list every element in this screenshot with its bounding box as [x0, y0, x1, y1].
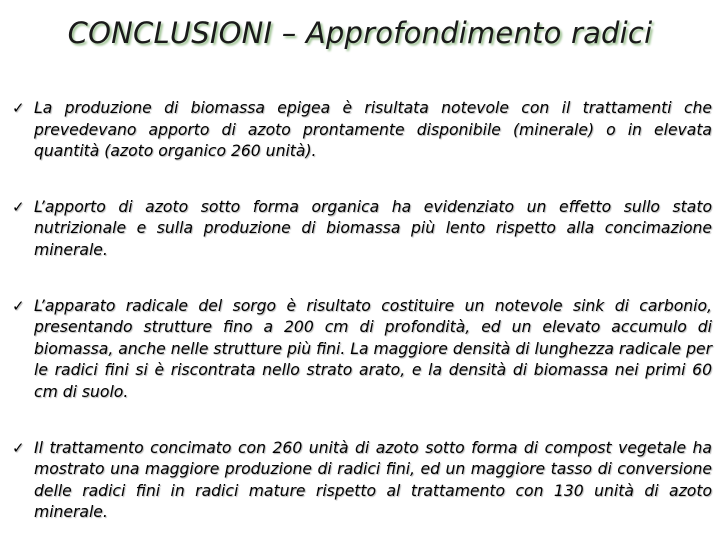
- page-title: CONCLUSIONI – Approfondimento radici: [67, 16, 653, 50]
- list-item: [12, 296, 712, 404]
- bullet-text: L’apparato radicale del sorgo è risultato costituire un notevole sink di carbonio, presentando strutture fino a 200 cm di profondità, ed un elevato accumulo di biomassa, anche nelle strutture più fini. La maggiore densità di lunghezza radicale per le radici fini si è riscontrata nello strato arato, e la densità di biomassa nei primi 60 cm di suolo.: [34, 296, 712, 401]
- checkmark-icon: ✓: [12, 296, 25, 315]
- checkmark-icon: ✓: [12, 99, 25, 117]
- conclusions-list: [12, 98, 712, 524]
- checkmark-icon: ✓: [12, 197, 25, 216]
- list-item: [12, 197, 712, 262]
- checkmark-icon: ✓: [12, 438, 25, 457]
- bullet-text: Il trattamento concimato con 260 unità di azoto sotto forma di compost vegetale ha mostrato una maggiore produzione di radici fini, ed un maggiore tasso di conversione delle radici fini in radici mature rispetto al trattamento con 130 unità di azoto minerale.: [34, 438, 712, 522]
- list-item: [12, 438, 712, 524]
- bullet-text: L’apporto di azoto sotto forma organica ha evidenziato un effetto sullo stato nutrizionale e sulla produzione di biomassa più lento rispetto alla concimazione minerale.: [34, 197, 712, 259]
- bullet-text: La produzione di biomassa epigea è risultata notevole con il trattamenti che prevedevano apporto di azoto prontamente disponibile (minerale) o in elevata quantità (azoto organico 260 unità).: [34, 99, 712, 161]
- list-item: [12, 98, 712, 163]
